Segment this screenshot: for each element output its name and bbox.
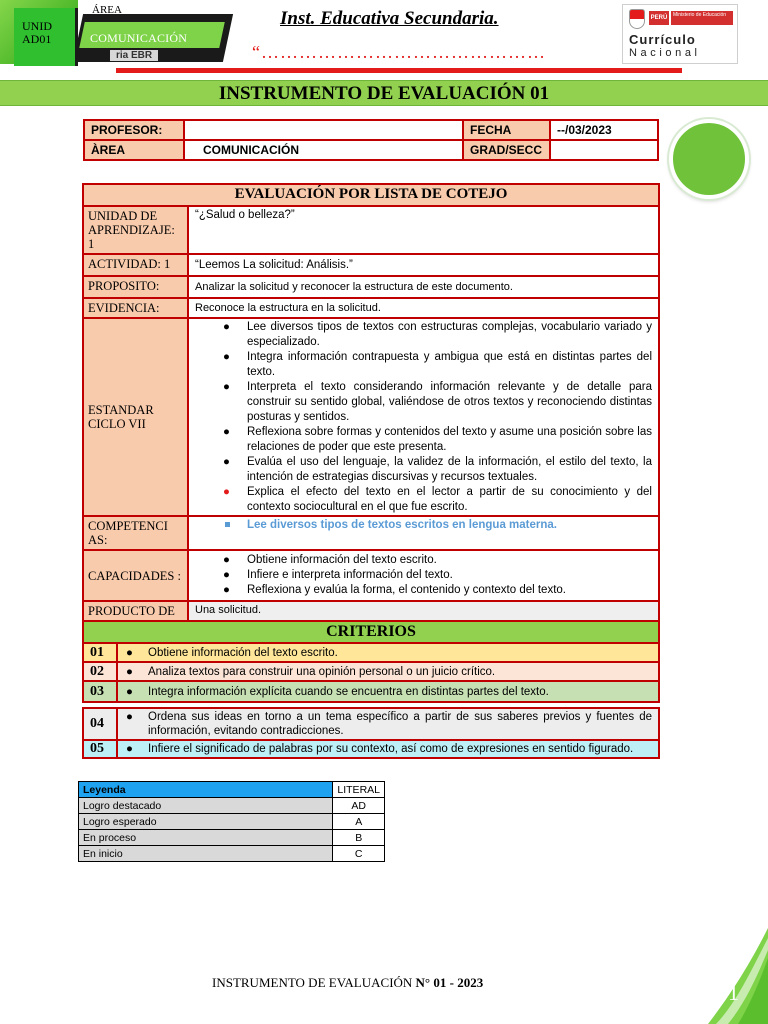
page-number: 1 [728,980,739,1005]
evidencia-label: EVIDENCIA: [83,298,188,318]
competencias-label: COMPETENCI AS: [83,516,188,550]
info-table [83,119,659,161]
criterio-text: ● Ordena sus ideas en torno a un tema específico a partir de sus saberes previos y fuentes de información, evitando contradicciones. [117,708,659,740]
leyenda-label: En proceso [79,830,333,846]
grado-label: GRAD/SECC [463,140,550,160]
estandar-item: ● Lee diversos tipos de textos con estructuras complejas, vocabulario variado y especializado. [223,321,652,348]
corner-green-swoosh [688,928,768,1024]
estandar-item: ● Explica el efecto del texto en el lector a partir de su conocimiento y del contexto sociocultural en el que fue escrito. [223,486,652,513]
actividad-label: ACTIVIDAD: 1 [83,254,188,276]
header-area-label: ÁREA [92,4,122,16]
capacidades-list [195,553,652,598]
footer [212,975,483,991]
unidad-value: “¿Salud o belleza?” [188,206,659,254]
leyenda-code: B [333,830,385,846]
actividad-value: “Leemos La solicitud: Análisis.” [188,254,659,276]
leyenda-header: Leyenda [79,782,333,798]
logo-peru-label: PERÚ [649,11,669,25]
unidad-label: UNIDAD DE APRENDIZAJE: 1 [83,206,188,254]
criterio-number: 01 [83,643,117,662]
profesor-label: PROFESOR: [84,120,184,140]
leyenda-row [79,798,385,814]
footer-text: INSTRUMENTO DE EVALUACIÓN [212,975,413,990]
fecha-label: FECHA [463,120,550,140]
logo-nacional-text: Nacional [629,47,701,59]
criterio-text: ● Infiere el significado de palabras por su contexto, así como de expresiones en sentido figurado. [117,740,659,758]
info-row-profesor [84,120,658,140]
criterio-text: ● Analiza textos para construir una opinión personal o un juicio crítico. [117,662,659,681]
leyenda-code: AD [333,798,385,814]
leyenda-label: En inicio [79,846,333,862]
header-ebr-label: ria EBR [110,50,158,61]
criterio-number: 05 [83,740,117,758]
criterio-row [83,708,659,740]
info-row-area [84,140,658,160]
estandar-item: ● Interpreta el texto considerando información relevante y de detalle para construir su sentido global, valiéndose de otros textos y reconociendo distintas posturas y sentidos. [223,381,652,423]
leyenda-table [78,781,385,862]
fecha-field[interactable]: --/03/2023 [550,120,658,140]
header-quote: “……………………………………… [252,42,546,62]
literal-header: LITERAL [333,782,385,798]
producto-label: PRODUCTO DE [83,601,188,635]
footer-number: N° 01 - 2023 [415,975,484,990]
estandar-item: ● Reflexiona sobre formas y contenidos del texto y asume una posición sobre las relaciones de poder que este presenta. [223,426,652,453]
criterio-text: ● Obtiene información del texto escrito. [117,643,659,662]
criterio-row [83,681,659,702]
criterio-text: ● Integra información explícita cuando se encuentra en distintas partes del texto. [117,681,659,702]
cotejo-heading: EVALUACIÓN POR LISTA DE COTEJO [83,184,659,206]
estandar-list [195,320,652,515]
area-label: ÀREA [84,140,184,160]
criterio-number: 03 [83,681,117,702]
header-area-value: COMUNICACIÓN [90,31,188,45]
capacidad-item: ● Reflexiona y evalúa la forma, el contenido y contexto del texto. [223,584,566,596]
area-field[interactable]: COMUNICACIÓN [184,140,463,160]
proposito-label: PROPOSITO: [83,276,188,298]
header-red-rule [116,68,682,73]
evidencia-value: Reconoce la estructura en la solicitud. [188,298,659,318]
estandar-item: ● Evalúa el uso del lenguaje, la validez de la información, el estilo del texto, la intención de estrategias discursivas y recursos textuales. [223,456,652,483]
criterios-heading: CRITERIOS [83,621,659,643]
peru-crest-icon [629,9,645,29]
leyenda-row [79,846,385,862]
proposito-value: Analizar la solicitud y reconocer la estructura de este documento. [188,276,659,298]
competencias-value: Lee diversos tipos de textos escritos en lengua materna. [188,516,659,550]
capacidades-value [188,550,659,601]
document-title: INSTRUMENTO DE EVALUACIÓN 01 [218,83,550,104]
document-title-band [0,80,768,106]
leyenda-row [79,830,385,846]
curriculo-nacional-logo [622,4,738,64]
estandar-label: ESTANDAR CICLO VII [83,318,188,516]
capacidades-label: CAPACIDADES : [83,550,188,601]
profesor-field[interactable] [184,120,463,140]
criterio-row [83,662,659,681]
header-unit-badge: UNID AD01 [14,8,78,66]
estandar-value [188,318,659,516]
producto-value: Una solicitud. [188,601,659,635]
leyenda-label: Logro esperado [79,814,333,830]
decorative-green-circle [669,119,749,199]
leyenda-row [79,814,385,830]
leyenda-code: A [333,814,385,830]
estandar-item: ● Integra información contrapuesta y ambigua que está en distintas partes del texto. [223,351,652,378]
criterio-row [83,643,659,662]
criterios-table [82,620,660,759]
square-bullet-icon [225,522,230,527]
leyenda-label: Logro destacado [79,798,333,814]
criterio-row [83,740,659,758]
school-name: Inst. Educativa Secundaria. [280,8,499,29]
cotejo-table [82,183,660,636]
capacidad-item: ● Obtiene información del texto escrito. [223,554,437,566]
criterio-number: 04 [83,708,117,740]
capacidad-item: ● Infiere e interpreta información del texto. [223,569,453,581]
grado-field[interactable] [550,140,658,160]
logo-ministry-label: Ministerio de Educación [671,11,733,25]
logo-curriculo-text: Currículo [629,32,696,47]
leyenda-code: C [333,846,385,862]
criterio-number: 02 [83,662,117,681]
